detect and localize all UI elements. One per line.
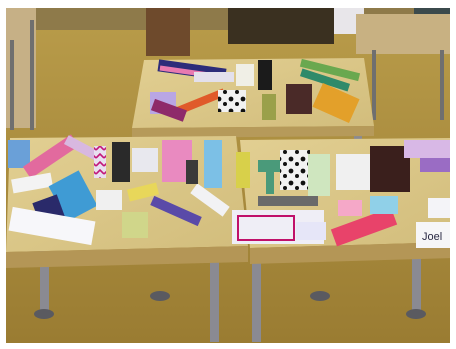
wooden-bin [146, 8, 190, 56]
name-card-label: Joel [422, 231, 443, 243]
desk-right-back [356, 14, 450, 54]
dark-cabinet [228, 8, 334, 44]
